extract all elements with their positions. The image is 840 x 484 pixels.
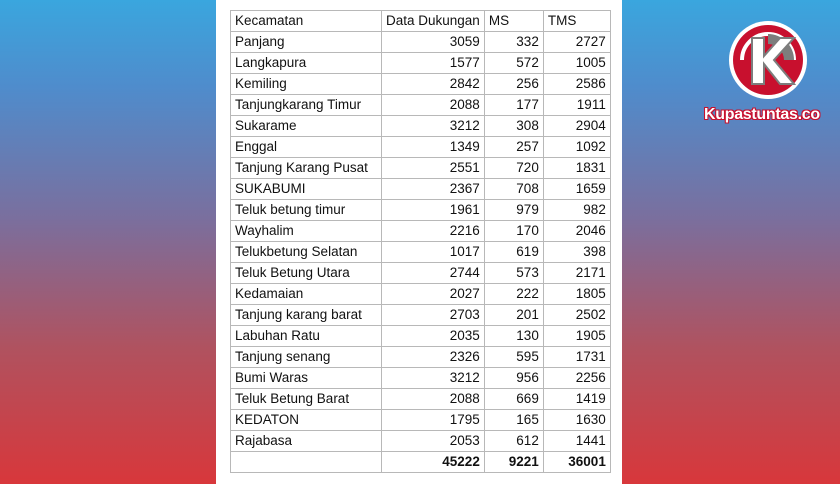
cell-tms: 2502 bbox=[543, 305, 610, 326]
cell-data-dukungan: 2703 bbox=[382, 305, 485, 326]
table-total-row bbox=[231, 452, 611, 473]
cell-kecamatan: Wayhalim bbox=[231, 221, 382, 242]
table-row bbox=[231, 305, 611, 326]
cell-tms: 1419 bbox=[543, 389, 610, 410]
cell-tms: 1805 bbox=[543, 284, 610, 305]
cell-kecamatan: Teluk Betung Utara bbox=[231, 263, 382, 284]
header-tms: TMS bbox=[543, 11, 610, 32]
cell-tms: 2171 bbox=[543, 263, 610, 284]
table-row bbox=[231, 410, 611, 431]
cell-kecamatan: Tanjungkarang Timur bbox=[231, 95, 382, 116]
table-row bbox=[231, 53, 611, 74]
table-row bbox=[231, 263, 611, 284]
spreadsheet-sheet bbox=[216, 0, 622, 484]
cell-ms: 257 bbox=[484, 137, 543, 158]
table-header-row bbox=[231, 11, 611, 32]
cell-tms: 1005 bbox=[543, 53, 610, 74]
cell-ms: 177 bbox=[484, 95, 543, 116]
total-tms: 36001 bbox=[543, 452, 610, 473]
table-row bbox=[231, 368, 611, 389]
table-row bbox=[231, 389, 611, 410]
cell-ms: 595 bbox=[484, 347, 543, 368]
cell-ms: 573 bbox=[484, 263, 543, 284]
cell-data-dukungan: 1577 bbox=[382, 53, 485, 74]
cell-data-dukungan: 2326 bbox=[382, 347, 485, 368]
table-row bbox=[231, 221, 611, 242]
cell-data-dukungan: 3212 bbox=[382, 368, 485, 389]
cell-ms: 308 bbox=[484, 116, 543, 137]
cell-tms: 982 bbox=[543, 200, 610, 221]
dukungan-table bbox=[230, 10, 611, 473]
cell-tms: 1659 bbox=[543, 179, 610, 200]
table-row bbox=[231, 116, 611, 137]
cell-ms: 708 bbox=[484, 179, 543, 200]
cell-tms: 398 bbox=[543, 242, 610, 263]
cell-kecamatan: Rajabasa bbox=[231, 431, 382, 452]
cell-tms: 2256 bbox=[543, 368, 610, 389]
cell-kecamatan: Kedamaian bbox=[231, 284, 382, 305]
total-data-dukungan: 45222 bbox=[382, 452, 485, 473]
cell-ms: 612 bbox=[484, 431, 543, 452]
cell-data-dukungan: 3212 bbox=[382, 116, 485, 137]
cell-kecamatan: Bumi Waras bbox=[231, 368, 382, 389]
cell-kecamatan: Tanjung karang barat bbox=[231, 305, 382, 326]
cell-data-dukungan: 2842 bbox=[382, 74, 485, 95]
table-row bbox=[231, 179, 611, 200]
k-badge-logo-icon bbox=[728, 20, 808, 100]
cell-kecamatan: Langkapura bbox=[231, 53, 382, 74]
cell-data-dukungan: 1961 bbox=[382, 200, 485, 221]
cell-data-dukungan: 2053 bbox=[382, 431, 485, 452]
cell-tms: 2046 bbox=[543, 221, 610, 242]
cell-tms: 2727 bbox=[543, 32, 610, 53]
cell-kecamatan: Teluk betung timur bbox=[231, 200, 382, 221]
cell-ms: 165 bbox=[484, 410, 543, 431]
cell-kecamatan: Teluk Betung Barat bbox=[231, 389, 382, 410]
cell-kecamatan: Kemiling bbox=[231, 74, 382, 95]
cell-ms: 222 bbox=[484, 284, 543, 305]
table-row bbox=[231, 158, 611, 179]
cell-data-dukungan: 2027 bbox=[382, 284, 485, 305]
cell-ms: 572 bbox=[484, 53, 543, 74]
cell-data-dukungan: 2551 bbox=[382, 158, 485, 179]
cell-tms: 1905 bbox=[543, 326, 610, 347]
cell-ms: 669 bbox=[484, 389, 543, 410]
table-row bbox=[231, 74, 611, 95]
cell-tms: 1731 bbox=[543, 347, 610, 368]
cell-kecamatan: SUKABUMI bbox=[231, 179, 382, 200]
cell-data-dukungan: 2088 bbox=[382, 389, 485, 410]
cell-ms: 130 bbox=[484, 326, 543, 347]
cell-tms: 1630 bbox=[543, 410, 610, 431]
cell-kecamatan: Labuhan Ratu bbox=[231, 326, 382, 347]
table-row bbox=[231, 431, 611, 452]
cell-data-dukungan: 2744 bbox=[382, 263, 485, 284]
cell-data-dukungan: 1795 bbox=[382, 410, 485, 431]
cell-tms: 2586 bbox=[543, 74, 610, 95]
logo-text: Kupastuntas.co bbox=[704, 106, 820, 123]
cell-kecamatan: Telukbetung Selatan bbox=[231, 242, 382, 263]
cell-kecamatan: KEDATON bbox=[231, 410, 382, 431]
cell-ms: 619 bbox=[484, 242, 543, 263]
cell-data-dukungan: 2216 bbox=[382, 221, 485, 242]
table-row bbox=[231, 347, 611, 368]
total-label bbox=[231, 452, 382, 473]
cell-ms: 979 bbox=[484, 200, 543, 221]
header-kecamatan: Kecamatan bbox=[231, 11, 382, 32]
cell-data-dukungan: 2088 bbox=[382, 95, 485, 116]
cell-ms: 256 bbox=[484, 74, 543, 95]
cell-data-dukungan: 1349 bbox=[382, 137, 485, 158]
cell-tms: 1831 bbox=[543, 158, 610, 179]
cell-tms: 1441 bbox=[543, 431, 610, 452]
header-ms: MS bbox=[484, 11, 543, 32]
cell-data-dukungan: 3059 bbox=[382, 32, 485, 53]
table-row bbox=[231, 32, 611, 53]
cell-kecamatan: Panjang bbox=[231, 32, 382, 53]
cell-data-dukungan: 2367 bbox=[382, 179, 485, 200]
total-ms: 9221 bbox=[484, 452, 543, 473]
cell-tms: 2904 bbox=[543, 116, 610, 137]
cell-tms: 1092 bbox=[543, 137, 610, 158]
cell-kecamatan: Tanjung Karang Pusat bbox=[231, 158, 382, 179]
cell-ms: 201 bbox=[484, 305, 543, 326]
table-row bbox=[231, 200, 611, 221]
table-row bbox=[231, 137, 611, 158]
cell-ms: 956 bbox=[484, 368, 543, 389]
table-row bbox=[231, 326, 611, 347]
table-row bbox=[231, 242, 611, 263]
table-row bbox=[231, 284, 611, 305]
cell-kecamatan: Sukarame bbox=[231, 116, 382, 137]
cell-ms: 720 bbox=[484, 158, 543, 179]
cell-tms: 1911 bbox=[543, 95, 610, 116]
cell-kecamatan: Enggal bbox=[231, 137, 382, 158]
cell-ms: 332 bbox=[484, 32, 543, 53]
table-row bbox=[231, 95, 611, 116]
cell-data-dukungan: 2035 bbox=[382, 326, 485, 347]
kupastuntas-logo bbox=[704, 20, 840, 140]
cell-kecamatan: Tanjung senang bbox=[231, 347, 382, 368]
cell-ms: 170 bbox=[484, 221, 543, 242]
header-data-dukungan: Data Dukungan bbox=[382, 11, 485, 32]
cell-data-dukungan: 1017 bbox=[382, 242, 485, 263]
